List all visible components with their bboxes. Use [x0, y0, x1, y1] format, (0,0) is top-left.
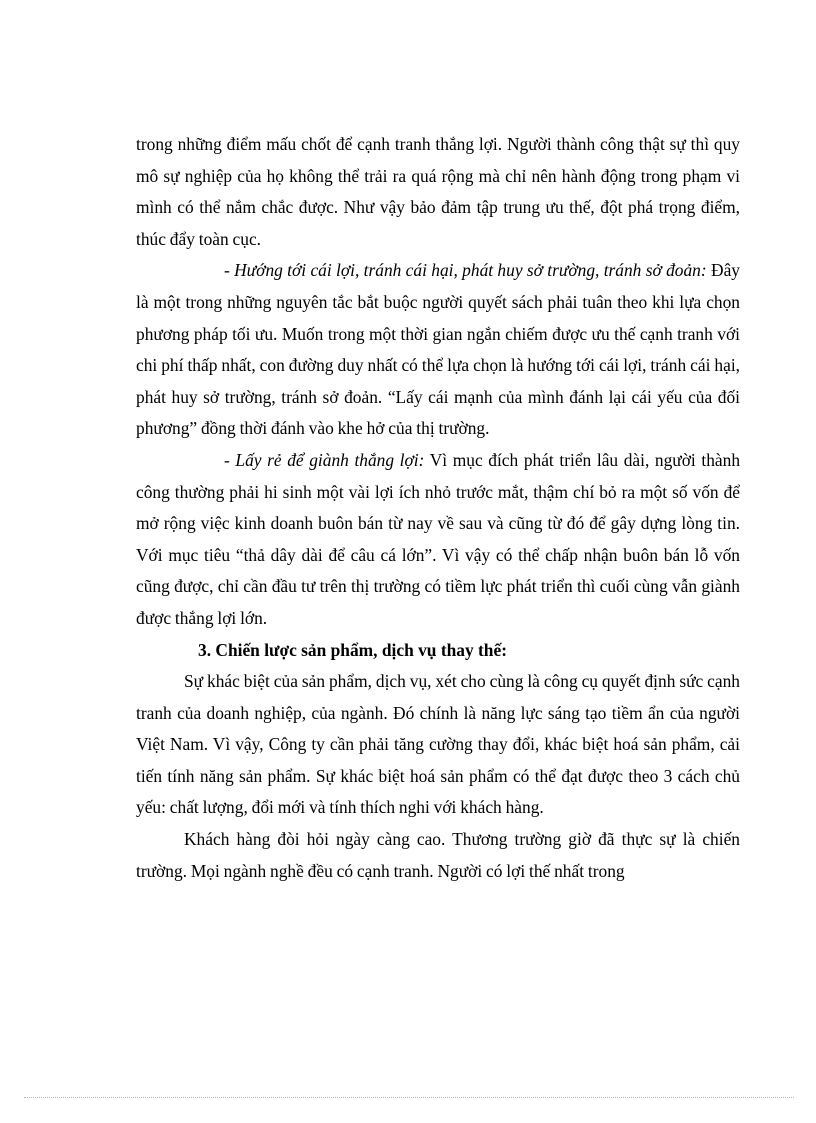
- paragraph-3-lead: - Lấy rẻ để giành thắng lợi:: [224, 449, 425, 470]
- paragraph-2-body: Đây là một trong những nguyên tắc bắt buộc người quyết sách phải tuân theo khi lựa chọn phương pháp tối ưu. Muốn trong một thời gian ngắn chiếm được ưu thế cạnh tranh với chi phí thấp nhất, con đường duy nhất có thể lựa chọn là hướng tới cái lợi, tránh cái hại, phát huy sở trường, tránh sở đoản. “Lấy cái mạnh của mình đánh lại cái yếu của đối phương” đồng thời đánh vào khe hở của thị trường.: [136, 260, 740, 439]
- paragraph-5: Khách hàng đòi hỏi ngày càng cao. Thương trường giờ đã thực sự là chiến trường. Mọi ngành nghề đều có cạnh tranh. Người có lợi thế nhất trong: [136, 829, 740, 881]
- paragraph-3: [136, 445, 740, 635]
- document-page: [136, 129, 740, 887]
- footer-divider: [24, 1097, 794, 1098]
- paragraph-2-lead: - Hướng tới cái lợi, tránh cái hại, phát huy sở trường, tránh sở đoản:: [224, 260, 707, 281]
- section-heading: 3. Chiến lược sản phẩm, dịch vụ thay thế:: [198, 639, 507, 660]
- paragraph-2: [136, 255, 740, 445]
- paragraph-3-body: Vì mục đích phát triển lâu dài, người thành công thường phải hi sinh một vài lợi ích nhỏ trước mắt, thậm chí bỏ ra một số vốn để mở rộng việc kinh doanh buôn bán từ nay về sau và cũng từ đó để gây dựng lòng tin. Với mục tiêu “thả dây dài để câu cá lớn”. Vì vậy có thể chấp nhận buôn bán lỗ vốn cũng được, chỉ cần đầu tư trên thị trường có tiềm lực phát triển thì cuối cùng vẫn giành được thắng lợi lớn.: [136, 449, 741, 628]
- paragraph-4: Sự khác biệt của sản phẩm, dịch vụ, xét cho cùng là công cụ quyết định sức cạnh tranh của doanh nghiệp, của ngành. Đó chính là năng lực sáng tạo tiềm ẩn của người Việt Nam. Vì vậy, Công ty cần phải tăng cường thay đổi, khác biệt hoá sản phẩm, cải tiến tính năng sản phẩm. Sự khác biệt hoá sản phẩm có thể đạt được theo 3 cách chủ yếu: chất lượng, đổi mới và tính thích nghi với khách hàng.: [136, 671, 740, 818]
- paragraph-1: trong những điểm mấu chốt để cạnh tranh thắng lợi. Người thành công thật sự thì quy mô sự nghiệp của họ không thể trải ra quá rộng mà chỉ nên hành động trong phạm vi mình có thể nắm chắc được. Như vậy bảo đảm tập trung ưu thế, đột phá trọng điểm, thúc đẩy toàn cục.: [136, 134, 740, 249]
